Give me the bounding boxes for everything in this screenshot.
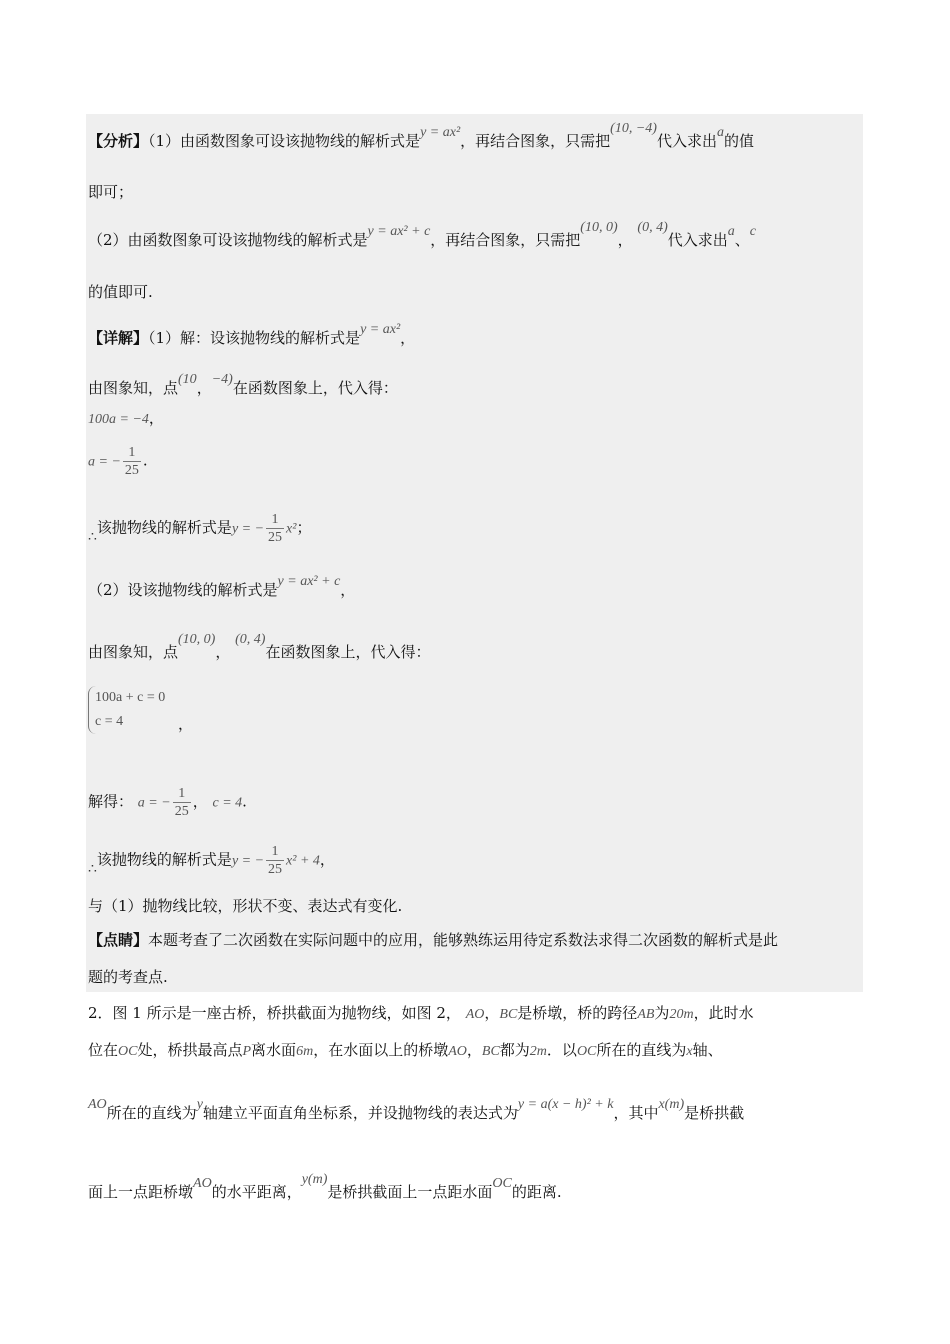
detail-line-6 xyxy=(88,574,356,602)
text: 是桥墩，桥的跨径 xyxy=(517,1004,638,1022)
text: ，再结合图象，只需把 xyxy=(460,132,611,150)
equation-system-end xyxy=(178,714,193,734)
math-var: OC xyxy=(118,1044,138,1059)
math-point: (10 xyxy=(178,372,197,387)
math-equation: y = a(x − h)² + k xyxy=(517,1097,614,1112)
text: ，其中 xyxy=(613,1104,659,1122)
text: ， xyxy=(617,231,633,249)
text: 都为 xyxy=(499,1041,530,1059)
math-point: (0, 4) xyxy=(235,632,266,647)
fraction-numerator: 1 xyxy=(266,511,284,529)
math-var: a xyxy=(716,125,724,140)
text: ， xyxy=(148,409,164,427)
text: 位在 xyxy=(88,1041,119,1059)
math-var: x xyxy=(686,1044,693,1059)
text: 为 xyxy=(654,1004,670,1022)
text: 轴建立平面直角坐标系，并设抛物线的表达式为 xyxy=(202,1104,518,1122)
text: 该抛物线的解析式是 xyxy=(96,850,232,869)
fraction xyxy=(123,444,141,479)
math-equation: y = ax² xyxy=(420,125,461,140)
fraction-denominator: 25 xyxy=(124,463,139,478)
analysis-line-2 xyxy=(88,182,133,202)
detail-line-9 xyxy=(88,843,335,878)
math-equation: a = − xyxy=(137,795,171,811)
text: 是桥拱截 xyxy=(684,1104,745,1122)
fraction-numerator: 1 xyxy=(123,444,141,462)
math-equation: 100a = −4 xyxy=(88,412,149,427)
text: （1）由函数图象可设该抛物线的解析式是 xyxy=(148,132,421,150)
text: 的值 xyxy=(723,132,754,150)
equation-system-line: c = 4 xyxy=(95,714,124,729)
text: 代入求出 xyxy=(656,132,717,150)
text: ， xyxy=(340,581,356,599)
text: ，此时水 xyxy=(693,1004,754,1022)
text: （2）由函数图象可设该抛物线的解析式是 xyxy=(88,231,368,249)
detail-line-2 xyxy=(88,372,398,400)
math-equation: y = ax² + c xyxy=(277,574,341,589)
text: 面上一点距桥墩 xyxy=(88,1183,194,1201)
math-var: BC xyxy=(499,1007,518,1022)
text: 的距离. xyxy=(511,1183,562,1201)
problem2-line-4 xyxy=(88,1172,562,1204)
text: 处，桥拱最高点 xyxy=(137,1041,243,1059)
math-equation: y = ax² + c xyxy=(367,224,431,239)
math-var: c xyxy=(749,224,756,239)
text: ， xyxy=(484,1004,500,1022)
math-equation: y = ax² xyxy=(360,322,401,337)
math-value: 2m xyxy=(529,1044,547,1059)
detail-line-10 xyxy=(88,896,402,916)
math-point: (10, 0) xyxy=(580,220,618,235)
text: 在函数图象上，代入得： xyxy=(265,643,431,661)
math-var: AO xyxy=(448,1044,467,1059)
math-var: BC xyxy=(481,1044,500,1059)
math-var: a xyxy=(727,224,735,239)
text: ， xyxy=(466,1041,482,1059)
detail-line-7 xyxy=(88,632,431,664)
fraction xyxy=(173,785,191,820)
text: ， xyxy=(400,329,416,347)
math-var: y xyxy=(196,1097,203,1112)
text: ， xyxy=(192,792,208,811)
text: 、 xyxy=(734,231,750,249)
text: 即可； xyxy=(88,183,134,201)
text: （1）解：设该抛物线的解析式是 xyxy=(148,329,361,347)
text: 轴、 xyxy=(692,1041,723,1059)
text: 2．图 1 所示是一座古桥，桥拱截面为抛物线，如图 2， xyxy=(88,1004,461,1022)
math-var: AO xyxy=(465,1007,485,1022)
math-var: AO xyxy=(193,1176,212,1191)
math-point: (10, −4) xyxy=(610,121,657,136)
analysis-tag: 【分析】 xyxy=(88,132,149,150)
detail-line-1 xyxy=(88,322,416,350)
analysis-line-1 xyxy=(88,121,754,153)
fraction-denominator: 25 xyxy=(174,804,189,819)
text: 该抛物线的解析式是 xyxy=(96,518,232,537)
math-var: OC xyxy=(576,1044,597,1059)
text: 解得： xyxy=(88,792,134,811)
therefore-symbol: ∴ xyxy=(88,860,97,877)
therefore-symbol: ∴ xyxy=(88,528,97,545)
text: 与（1）抛物线比较，形状不变、表达式有变化. xyxy=(88,897,403,915)
math-point: −4) xyxy=(211,372,233,387)
problem2-line-1 xyxy=(88,1003,754,1025)
detail-line-4 xyxy=(88,444,148,479)
text: 的值即可. xyxy=(88,283,153,301)
comment-tag: 【点睛】 xyxy=(88,931,149,949)
text: 是桥拱截面上一点距水面 xyxy=(327,1183,493,1201)
text: ， xyxy=(178,715,194,733)
text: ， xyxy=(319,850,335,869)
text: 代入求出 xyxy=(667,231,728,249)
fraction xyxy=(266,843,284,878)
fraction-numerator: 1 xyxy=(266,843,284,861)
math-equation: y = − xyxy=(231,853,265,869)
text: ， xyxy=(196,379,212,397)
analysis-line-4 xyxy=(88,282,153,302)
math-equation: a = − xyxy=(88,454,121,470)
text: 题的考查点. xyxy=(88,968,168,986)
text: ，再结合图象，只需把 xyxy=(430,231,581,249)
text: 的水平距离， xyxy=(211,1183,302,1201)
fraction xyxy=(266,511,284,546)
math-value: 20m xyxy=(669,1007,694,1022)
math-value: 6m xyxy=(296,1044,314,1059)
text: 离水面 xyxy=(251,1041,297,1059)
text: 所在的直线为 xyxy=(596,1041,687,1059)
comment-line-2 xyxy=(88,967,168,987)
math-point: (10, 0) xyxy=(178,632,216,647)
text: 在函数图象上，代入得： xyxy=(232,379,398,397)
math-equation: y = − xyxy=(231,521,265,537)
math-var: OC xyxy=(492,1176,512,1191)
analysis-line-3 xyxy=(88,220,756,252)
text: ，在水面以上的桥墩 xyxy=(313,1041,449,1059)
math-var: AB xyxy=(637,1007,655,1022)
text: . xyxy=(242,792,247,811)
fraction-denominator: 25 xyxy=(268,530,283,545)
detail-line-3 xyxy=(88,408,164,430)
math-point: (0, 4) xyxy=(637,220,668,235)
math-equation: c = 4 xyxy=(212,795,243,811)
detail-line-8 xyxy=(88,785,247,820)
equation-system-line: 100a + c = 0 xyxy=(95,690,166,705)
text: . xyxy=(142,451,148,470)
problem2-line-2 xyxy=(88,1040,723,1062)
text: ．以 xyxy=(546,1041,577,1059)
fraction-numerator: 1 xyxy=(173,785,191,803)
problem2-line-3 xyxy=(88,1097,745,1125)
math-equation: x² + 4 xyxy=(286,853,320,869)
text: 本题考查了二次函数在实际问题中的应用，能够熟练运用待定系数法求得二次函数的解析式是此 xyxy=(148,931,779,949)
math-var: y(m) xyxy=(301,1172,328,1187)
math-var: P xyxy=(242,1044,252,1059)
comment-line-1 xyxy=(88,930,778,950)
text: 所在的直线为 xyxy=(106,1104,197,1122)
math-equation: x² xyxy=(286,521,297,537)
math-var: AO xyxy=(88,1097,107,1112)
detail-line-5 xyxy=(88,511,311,546)
text: 由图象知，点 xyxy=(88,379,179,397)
fraction-denominator: 25 xyxy=(268,862,283,877)
math-var: x(m) xyxy=(658,1097,685,1112)
text: （2）设该抛物线的解析式是 xyxy=(88,581,278,599)
text: 由图象知，点 xyxy=(88,643,179,661)
text: ， xyxy=(215,643,231,661)
text: ； xyxy=(296,518,312,537)
detail-tag: 【详解】 xyxy=(88,329,149,347)
